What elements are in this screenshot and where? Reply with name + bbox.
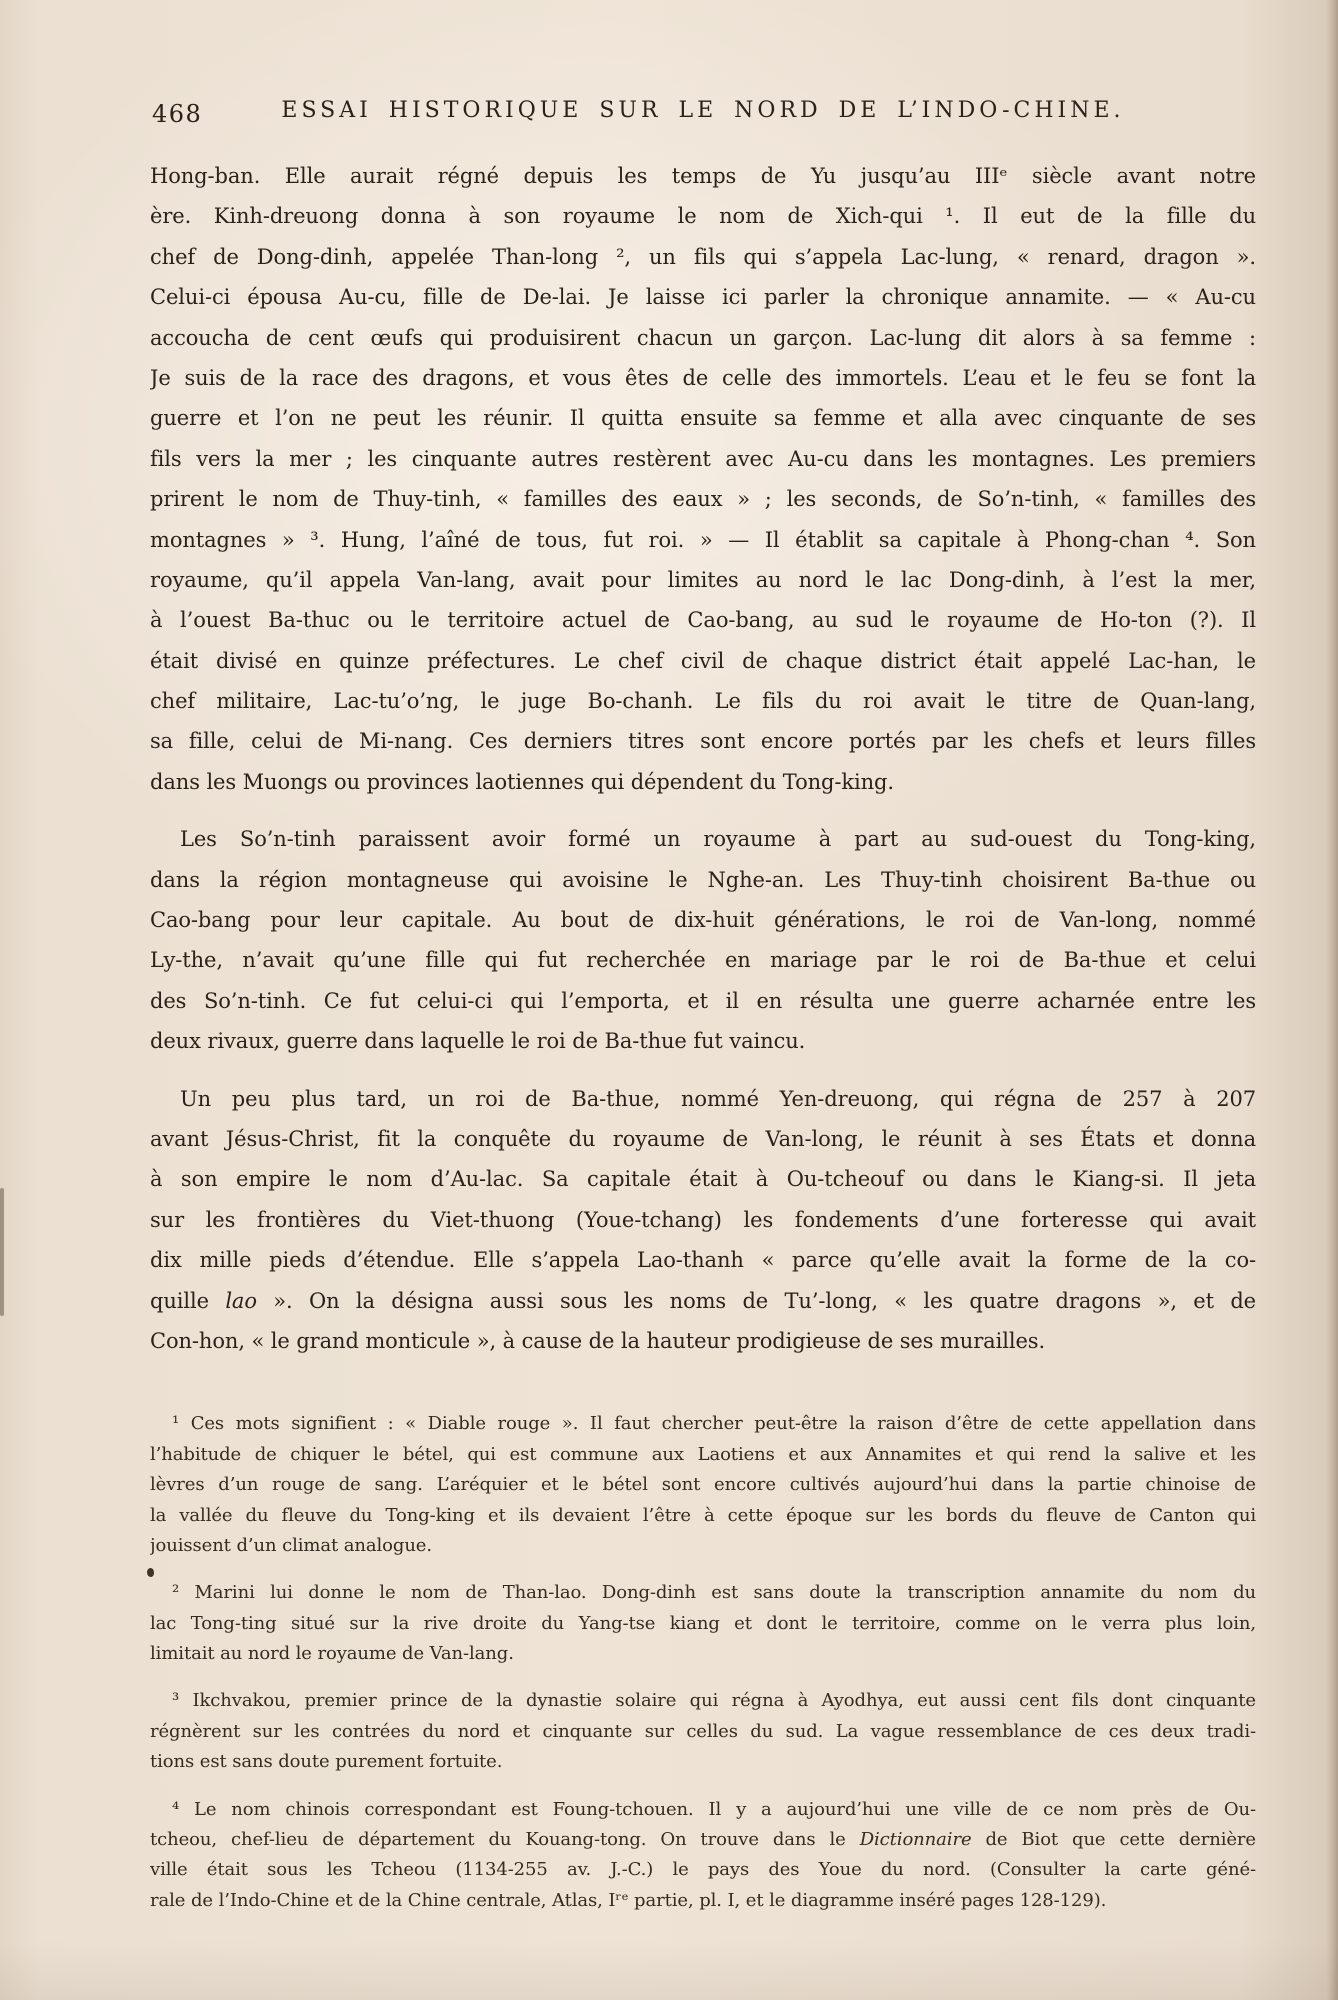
paragraph [150, 1079, 1256, 1362]
text-line [150, 1795, 1256, 1825]
text-line [150, 439, 1256, 479]
running-header [150, 98, 1256, 136]
text-run: ville était sous les Tcheou (1134-255 av. J.-C.) le pays des Youe du nord. (Consulter la carte géné- [150, 1859, 1256, 1881]
text-run: ⁴ Le nom chinois correspondant est Foung-tchouen. Il y a aujourd’hui une ville de ce nom près de Ou- [172, 1798, 1256, 1820]
text-line [150, 398, 1256, 438]
text-run: Hong-ban. Elle aurait régné depuis les temps de Yu jusqu’au IIIᵉ siècle avant notre [150, 164, 1256, 188]
italic-text-run: Dictionnaire [859, 1829, 972, 1851]
text-run: l’habitude de chiquer le bétel, qui est commune aux Laotiens et aux Annamites et qui rend la salive et les [150, 1443, 1256, 1465]
text-line [150, 237, 1256, 277]
page-number: 468 [152, 100, 203, 128]
text-run: ² Marini lui donne le nom de Than-lao. Dong-dinh est sans doute la transcription annamite du nom du [172, 1582, 1256, 1604]
italic-text-run: lao [225, 1288, 257, 1313]
text-run: dans la région montagneuse qui avoisine le Nghe-an. Les Thuy-tinh choisirent Ba-thue ou [150, 867, 1256, 892]
text-run: à l’ouest Ba-thuc ou le territoire actuel de Cao-bang, au sud le royaume de Ho-ton (?). Il [150, 608, 1256, 633]
text-line [150, 358, 1256, 398]
text-run: montagnes » ³. Hung, l’aîné de tous, fut roi. » — Il établit sa capitale à Phong-chan ⁴. Son [150, 527, 1256, 552]
text-run: limitait au nord le royaume de Van-lang. [150, 1643, 514, 1665]
text-line [150, 762, 1256, 802]
text-line [150, 940, 1256, 980]
text-run: ³ Ikchvakou, premier prince de la dynastie solaire qui régna à Ayodhya, eut aussi cent fils dont cinquante [172, 1690, 1256, 1712]
text-run: tions est sans doute purement fortuite. [150, 1751, 503, 1773]
text-run: dans les Muongs ou provinces laotiennes qui dépendent du Tong-king. [150, 769, 894, 794]
text-line [150, 520, 1256, 560]
text-line [150, 1321, 1256, 1361]
text-run: Les So’n-tinh paraissent avoir formé un royaume à part au sud-ouest du Tong-king, [180, 827, 1256, 852]
text-run: tcheou, chef-lieu de département du Kouang-tong. On trouve dans le [150, 1829, 860, 1851]
text-line [150, 1470, 1256, 1500]
text-line [150, 1686, 1256, 1716]
text-run: Un peu plus tard, un roi de Ba-thue, nommé Yen-dreuong, qui régna de 257 à 207 [180, 1086, 1256, 1111]
text-line [150, 318, 1256, 358]
text-line [150, 1159, 1256, 1199]
text-line [150, 1855, 1256, 1885]
running-title: ESSAI HISTORIQUE SUR LE NORD DE L’INDO-CHINE. [281, 98, 1125, 123]
text-run: accoucha de cent œufs qui produisirent chacun un garçon. Lac-lung dit alors à sa femme : [150, 325, 1256, 350]
text-line [150, 1886, 1256, 1916]
text-line [150, 721, 1256, 761]
text-run: Celui-ci épousa Au-cu, fille de De-lai. Je laisse ici parler la chronique annamite. — « Au-cu [150, 285, 1256, 310]
text-run: sur les frontières du Viet-thuong (Youe-tchang) les fondements d’une forteresse qui avait [150, 1207, 1256, 1232]
text-line [150, 1747, 1256, 1777]
text-line [150, 1717, 1256, 1747]
text-line [150, 1501, 1256, 1531]
text-line [150, 819, 1256, 859]
text-line [150, 1440, 1256, 1470]
text-run: guerre et l’on ne peut les réunir. Il quitta ensuite sa femme et alla avec cinquante de ses [150, 406, 1256, 431]
text-line [150, 641, 1256, 681]
text-line [150, 1021, 1256, 1061]
text-run: régnèrent sur les contrées du nord et cinquante sur celles du sud. La vague ressemblance de ces deux tradi- [150, 1720, 1256, 1742]
text-line [150, 1119, 1256, 1159]
text-run: Je suis de la race des dragons, et vous êtes de celle des immortels. L’eau et le feu se font la [150, 365, 1256, 390]
text-run: fils vers la mer ; les cinquante autres restèrent avec Au-cu dans les montagnes. Les premiers [150, 446, 1256, 471]
text-line [150, 1200, 1256, 1240]
text-line [150, 860, 1256, 900]
text-run: ». On la désigna aussi sous les noms de Tu’-long, « les quatre dragons », et de [256, 1288, 1256, 1313]
text-run: royaume, qu’il appela Van-lang, avait pour limites au nord le lac Dong-dinh, à l’est la mer, [150, 567, 1256, 592]
text-line [150, 1409, 1256, 1439]
text-run: ère. Kinh-dreuong donna à son royaume le nom de Xich-qui ¹. Il eut de la fille du [150, 204, 1256, 229]
text-run: prirent le nom de Thuy-tinh, « familles des eaux » ; les seconds, de So’n-tinh, « familles des [150, 487, 1256, 512]
text-line [150, 196, 1256, 236]
text-line [150, 479, 1256, 519]
text-run: des So’n-tinh. Ce fut celui-ci qui l’emporta, et il en résulta une guerre acharnée entre les [150, 988, 1256, 1013]
footnote [150, 1578, 1256, 1669]
text-line [150, 1531, 1256, 1561]
text-line [150, 1079, 1256, 1119]
text-line [150, 560, 1256, 600]
text-line [150, 277, 1256, 317]
page-content [150, 98, 1256, 1916]
text-run: ¹ Ces mots signifient : « Diable rouge ». Il faut chercher peut-être la raison d’être de cette appellation dans [172, 1413, 1256, 1435]
text-line [150, 1825, 1256, 1855]
text-run: chef militaire, Lac-tu’o’ng, le juge Bo-chanh. Le fils du roi avait le titre de Quan-lang, [150, 689, 1256, 714]
text-run: quille [150, 1288, 226, 1313]
text-run: rale de l’Indo-Chine et de la Chine centrale, Atlas, Iʳᵉ partie, pl. I, et le diagramme inséré pages 128-129). [150, 1889, 1107, 1911]
text-run: jouissent d’un climat analogue. [150, 1534, 432, 1556]
text-run: la vallée du fleuve du Tong-king et ils devaient l’être à cette époque sur les bords du fleuve de Canton qui [150, 1504, 1256, 1526]
text-run: sa fille, celui de Mi-nang. Ces derniers titres sont encore portés par les chefs et leurs filles [150, 729, 1256, 754]
footnotes [150, 1409, 1256, 1916]
text-run: à son empire le nom d’Au-lac. Sa capitale était à Ou-tcheouf ou dans le Kiang-si. Il jeta [150, 1167, 1256, 1192]
footnote [150, 1686, 1256, 1777]
text-run: deux rivaux, guerre dans laquelle le roi de Ba-thue fut vaincu. [150, 1029, 806, 1054]
footnote [150, 1795, 1256, 1917]
text-line [150, 1578, 1256, 1608]
text-line [150, 1609, 1256, 1639]
text-run: dix mille pieds d’étendue. Elle s’appela Lao-thanh « parce qu’elle avait la forme de la co- [150, 1248, 1256, 1273]
text-run: chef de Dong-dinh, appelée Than-long ², un fils qui s’appela Lac-lung, « renard, dragon ». [150, 244, 1256, 269]
text-line [150, 981, 1256, 1021]
text-run: Cao-bang pour leur capitale. Au bout de dix-huit générations, le roi de Van-long, nommé [150, 908, 1256, 933]
text-run: lèvres d’un rouge de sang. L’aréquier et le bétel sont encore cultivés aujourd’hui dans la partie chinoise de [150, 1474, 1256, 1496]
text-line [150, 1240, 1256, 1280]
text-line [150, 156, 1256, 196]
footnote [150, 1409, 1256, 1561]
text-line [150, 681, 1256, 721]
text-run: lac Tong-ting situé sur la rive droite du Yang-tse kiang et dont le territoire, comme on le verra plus loin, [150, 1612, 1256, 1634]
text-run: avant Jésus-Christ, fit la conquête du royaume de Van-long, le réunit à ses États et donna [150, 1126, 1256, 1151]
text-line [150, 600, 1256, 640]
text-run: Ly-the, n’avait qu’une fille qui fut recherchée en mariage par le roi de Ba-thue et celui [150, 948, 1256, 973]
scan-artifact-left-edge [0, 1188, 4, 1316]
text-line [150, 900, 1256, 940]
text-run: Con-hon, « le grand monticule », à cause de la hauteur prodigieuse de ses murailles. [150, 1328, 1046, 1353]
text-run: de Biot que cette dernière [971, 1829, 1256, 1851]
text-line [150, 1281, 1256, 1321]
body-text [150, 156, 1256, 1361]
page-edge-shadow [1326, 0, 1338, 2000]
text-line [150, 1639, 1256, 1669]
text-run: était divisé en quinze préfectures. Le chef civil de chaque district était appelé Lac-han, le [150, 648, 1256, 673]
paragraph [150, 156, 1256, 802]
paragraph [150, 819, 1256, 1061]
